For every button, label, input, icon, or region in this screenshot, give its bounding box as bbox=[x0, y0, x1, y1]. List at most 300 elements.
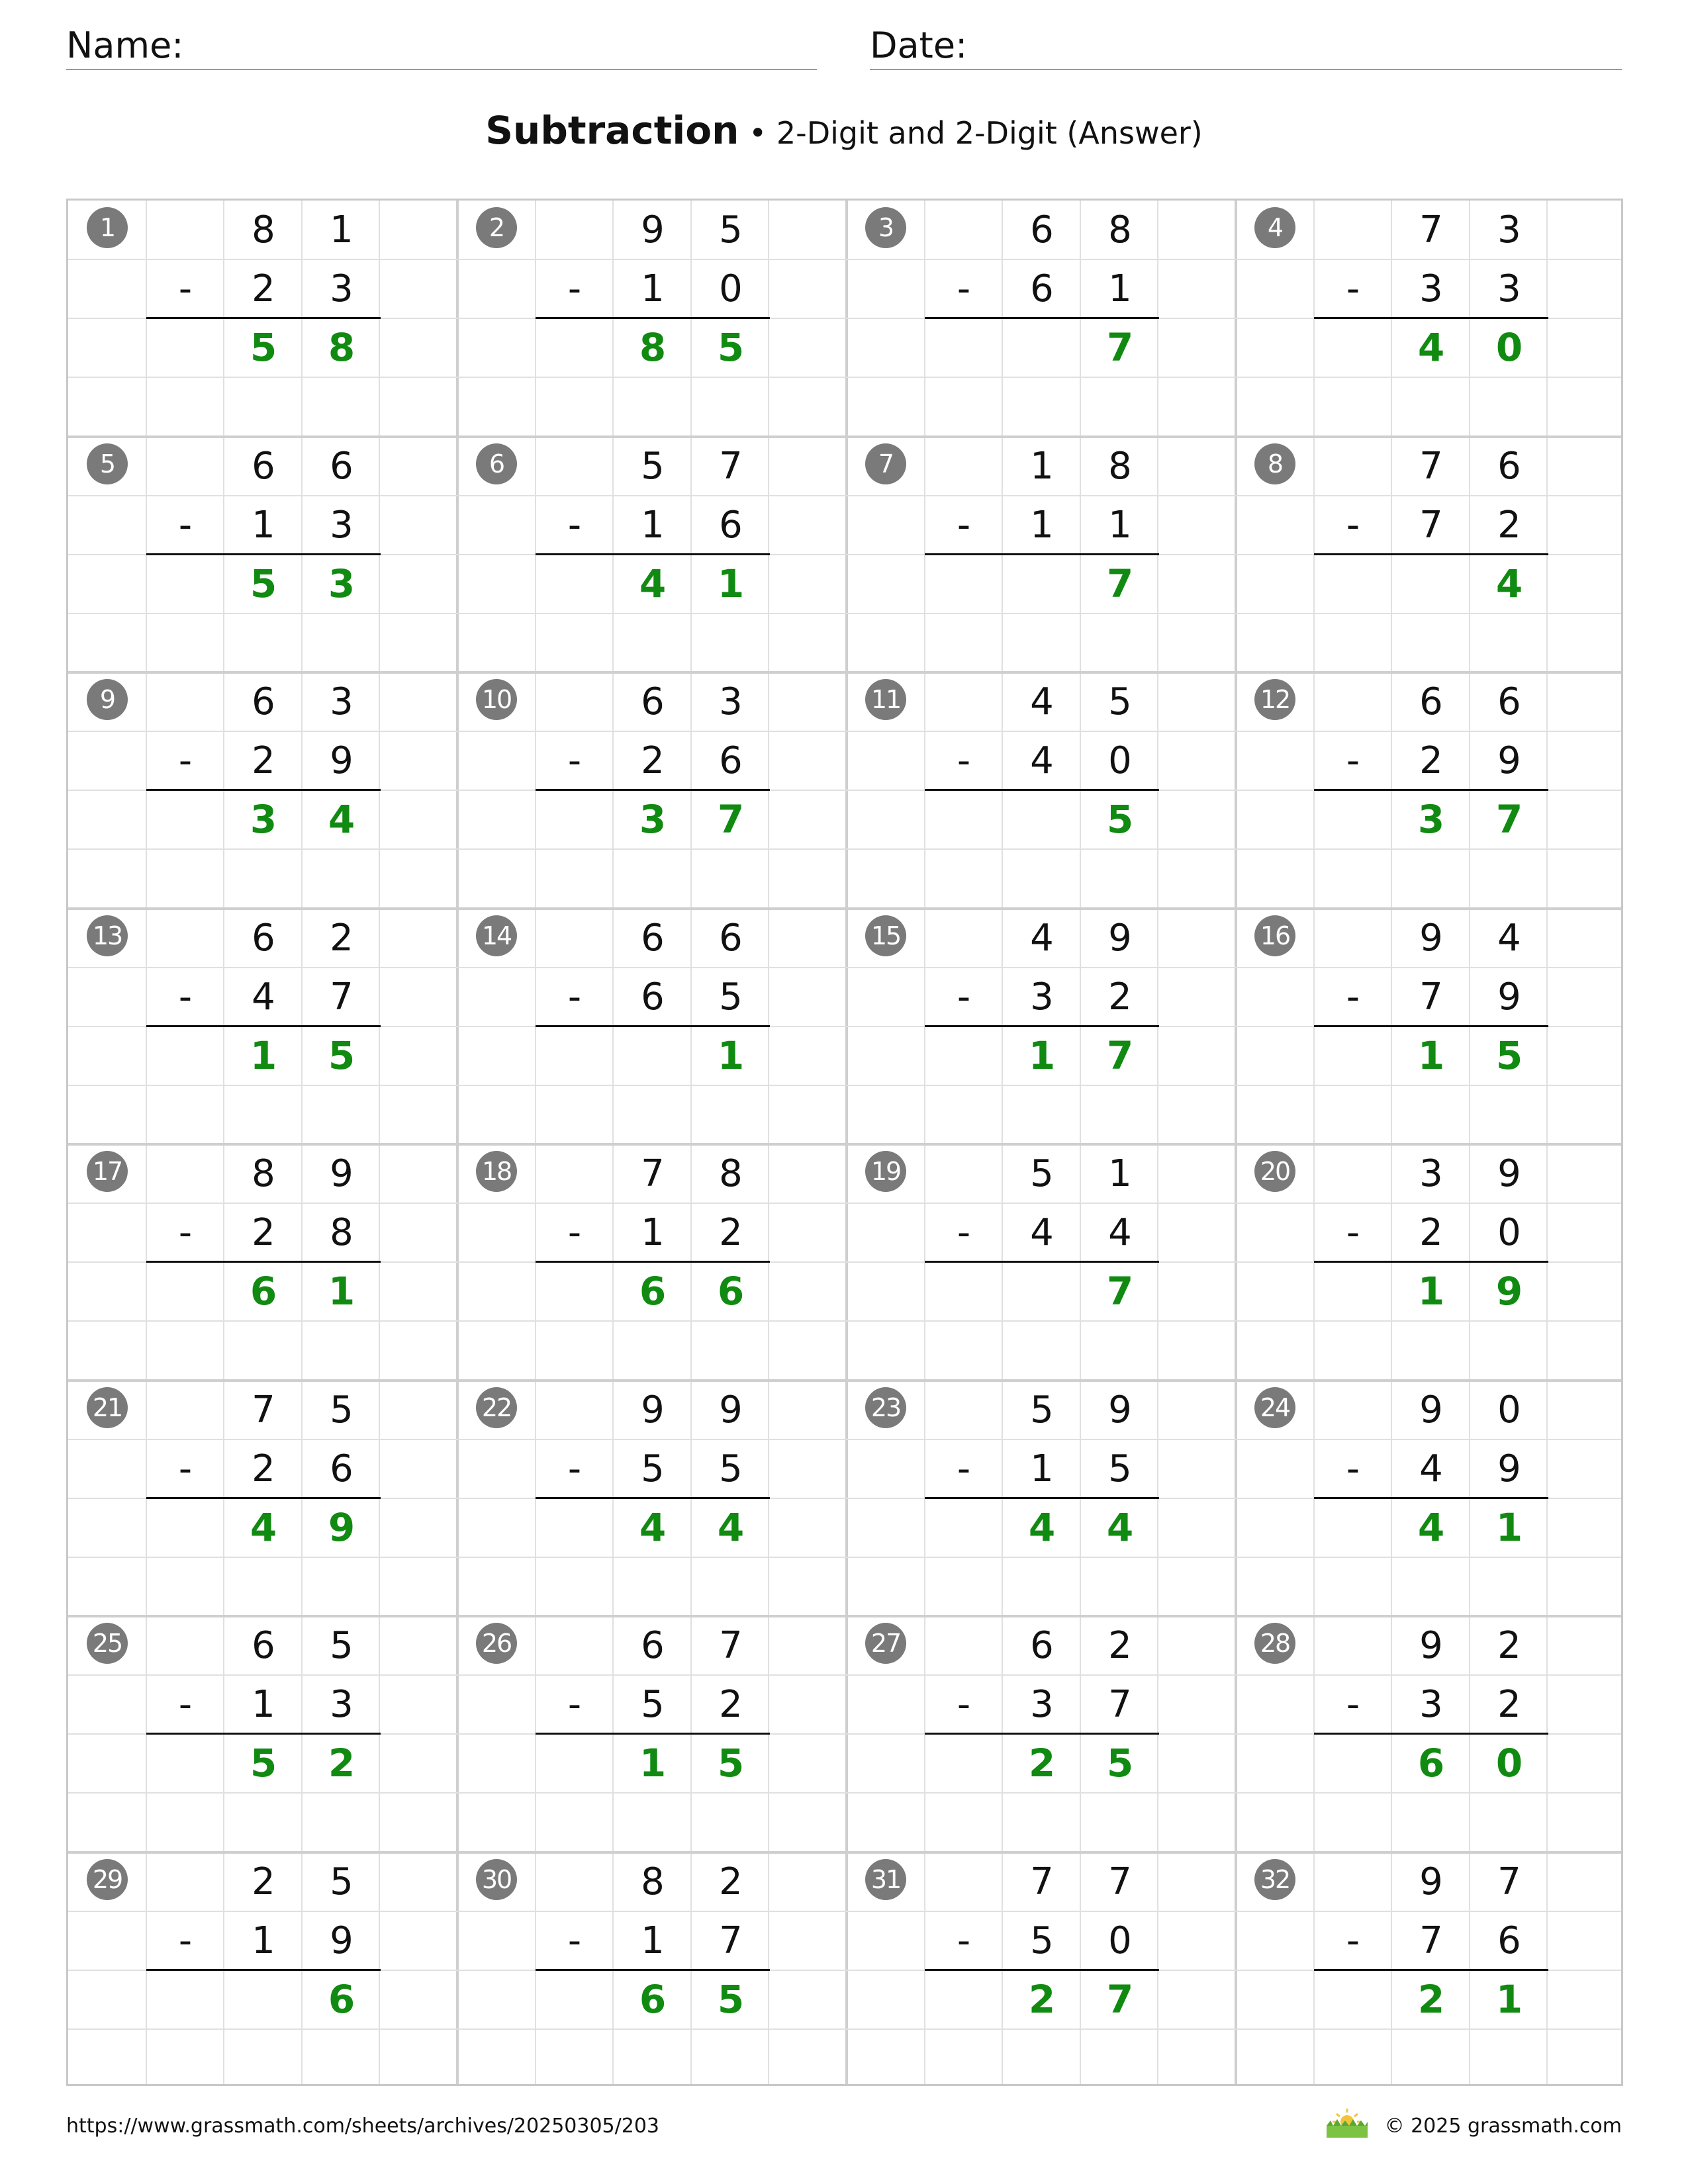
minus-sign: - bbox=[957, 1447, 971, 1490]
answer-ones: 9 bbox=[1495, 1269, 1523, 1314]
answer-ones: 7 bbox=[1106, 561, 1134, 606]
subtrahend-tens: 5 bbox=[641, 1683, 665, 1726]
subtrahend-ones: 2 bbox=[719, 1211, 743, 1254]
answer-tens bbox=[1392, 555, 1470, 614]
subtrahend-ones: 3 bbox=[330, 267, 353, 310]
subtrahend-tens: 1 bbox=[641, 1211, 665, 1254]
date-label: Date: bbox=[870, 24, 968, 66]
subtrahend-ones: 6 bbox=[719, 503, 743, 547]
problem-20 bbox=[1236, 1144, 1625, 1380]
answer-ones: 4 bbox=[1106, 1504, 1134, 1550]
answer-ones: 3 bbox=[328, 561, 355, 606]
subtrahend-tens: 1 bbox=[641, 503, 665, 547]
minuend-ones: 6 bbox=[1497, 680, 1521, 723]
answer-rule bbox=[146, 1497, 381, 1499]
answer-ones: 1 bbox=[1495, 1504, 1523, 1550]
minuend-ones: 0 bbox=[1497, 1388, 1521, 1432]
problem-number-badge: 8 bbox=[1254, 443, 1295, 484]
answer-tens: 5 bbox=[250, 561, 277, 606]
answer-tens: 1 bbox=[250, 1032, 277, 1078]
answer-rule bbox=[925, 1497, 1159, 1499]
subtrahend-ones: 5 bbox=[719, 975, 743, 1019]
subtrahend-ones: 3 bbox=[330, 1683, 353, 1726]
minus-sign: - bbox=[567, 975, 582, 1019]
subtrahend-tens: 7 bbox=[1419, 503, 1443, 547]
problem-number-badge: 18 bbox=[476, 1151, 517, 1192]
minus-sign: - bbox=[567, 1919, 582, 1962]
minus-sign: - bbox=[178, 1683, 193, 1726]
answer-rule bbox=[1314, 1497, 1548, 1499]
minuend-tens: 3 bbox=[1419, 1152, 1443, 1195]
problem-31 bbox=[847, 1852, 1236, 2088]
subtrahend-ones: 2 bbox=[1497, 503, 1521, 547]
answer-rule bbox=[925, 1025, 1159, 1027]
subtrahend-ones: 2 bbox=[719, 1683, 743, 1726]
minus-sign: - bbox=[567, 1683, 582, 1726]
answer-ones: 4 bbox=[328, 797, 355, 842]
subtrahend-tens: 2 bbox=[1419, 1211, 1443, 1254]
answer-tens bbox=[224, 1970, 303, 2029]
problem-number-badge: 30 bbox=[476, 1859, 517, 1900]
subtrahend-tens: 1 bbox=[252, 1919, 275, 1962]
answer-tens: 4 bbox=[1028, 1504, 1056, 1550]
problem-2 bbox=[457, 201, 847, 436]
minuend-tens: 5 bbox=[1030, 1388, 1054, 1432]
minuend-ones: 7 bbox=[1497, 1860, 1521, 1903]
answer-ones: 0 bbox=[1495, 325, 1523, 370]
answer-tens bbox=[614, 1026, 692, 1085]
problem-number-badge: 27 bbox=[865, 1623, 906, 1664]
minuend-ones: 2 bbox=[719, 1860, 743, 1903]
problem-19 bbox=[847, 1144, 1236, 1380]
answer-ones: 5 bbox=[1495, 1032, 1523, 1078]
subtrahend-ones: 0 bbox=[1108, 739, 1132, 782]
subtrahend-ones: 5 bbox=[719, 1447, 743, 1490]
minuend-ones: 6 bbox=[719, 916, 743, 960]
minuend-ones: 8 bbox=[1108, 208, 1132, 251]
minuend-ones: 2 bbox=[330, 916, 353, 960]
subtrahend-tens: 1 bbox=[1030, 503, 1054, 547]
problem-28 bbox=[1236, 1616, 1625, 1852]
subtrahend-ones: 2 bbox=[1108, 975, 1132, 1019]
problem-29 bbox=[68, 1852, 457, 2088]
minuend-ones: 8 bbox=[1108, 444, 1132, 488]
problem-number-badge: 9 bbox=[87, 679, 128, 720]
minuend-tens: 6 bbox=[252, 680, 275, 723]
answer-tens: 6 bbox=[639, 1976, 667, 2022]
subtrahend-tens: 4 bbox=[1030, 739, 1054, 782]
minuend-tens: 6 bbox=[252, 1624, 275, 1667]
answer-rule bbox=[925, 553, 1159, 555]
subtrahend-tens: 3 bbox=[1419, 1683, 1443, 1726]
problem-8 bbox=[1236, 437, 1625, 672]
answer-rule bbox=[1314, 1733, 1548, 1735]
minus-sign: - bbox=[567, 1211, 582, 1254]
answer-ones: 0 bbox=[1495, 1741, 1523, 1786]
minus-sign: - bbox=[178, 739, 193, 782]
minuend-ones: 3 bbox=[1497, 208, 1521, 251]
subtrahend-tens: 1 bbox=[1030, 1447, 1054, 1490]
subtrahend-ones: 0 bbox=[1108, 1919, 1132, 1962]
minuend-tens: 7 bbox=[252, 1388, 275, 1432]
problem-number-badge: 4 bbox=[1254, 207, 1295, 248]
answer-ones: 7 bbox=[1106, 1032, 1134, 1078]
answer-rule bbox=[925, 317, 1159, 319]
subtrahend-tens: 1 bbox=[252, 503, 275, 547]
problem-number-badge: 13 bbox=[87, 915, 128, 956]
subtrahend-ones: 7 bbox=[719, 1919, 743, 1962]
minuend-tens: 6 bbox=[252, 444, 275, 488]
answer-tens: 3 bbox=[1417, 797, 1445, 842]
problem-12 bbox=[1236, 672, 1625, 908]
subtrahend-ones: 4 bbox=[1108, 1211, 1132, 1254]
name-field[interactable] bbox=[66, 24, 817, 70]
problem-11 bbox=[847, 672, 1236, 908]
minuend-ones: 5 bbox=[1108, 680, 1132, 723]
answer-rule bbox=[146, 789, 381, 791]
problem-25 bbox=[68, 1616, 457, 1852]
minuend-ones: 5 bbox=[330, 1860, 353, 1903]
answer-ones: 8 bbox=[328, 325, 355, 370]
grass-sun-icon bbox=[1324, 2106, 1370, 2139]
answer-ones: 7 bbox=[1106, 1269, 1134, 1314]
answer-ones: 1 bbox=[717, 561, 745, 606]
answer-rule bbox=[1314, 553, 1548, 555]
problem-number-badge: 1 bbox=[87, 207, 128, 248]
problem-17 bbox=[68, 1144, 457, 1380]
answer-rule bbox=[925, 1261, 1159, 1263]
minus-sign: - bbox=[1346, 739, 1360, 782]
answer-ones: 7 bbox=[1495, 797, 1523, 842]
subtrahend-tens: 5 bbox=[641, 1447, 665, 1490]
answer-ones: 5 bbox=[717, 1976, 745, 2022]
minuend-tens: 7 bbox=[1419, 444, 1443, 488]
answer-rule bbox=[146, 553, 381, 555]
minuend-ones: 3 bbox=[719, 680, 743, 723]
worksheet-title bbox=[0, 105, 1688, 159]
minuend-ones: 3 bbox=[330, 680, 353, 723]
minus-sign: - bbox=[1346, 267, 1360, 310]
problem-number-badge: 29 bbox=[87, 1859, 128, 1900]
subtrahend-tens: 6 bbox=[641, 975, 665, 1019]
minus-sign: - bbox=[1346, 1683, 1360, 1726]
answer-tens: 6 bbox=[250, 1269, 277, 1314]
answer-ones: 7 bbox=[1106, 325, 1134, 370]
minus-sign: - bbox=[178, 975, 193, 1019]
minuend-tens: 9 bbox=[1419, 1388, 1443, 1432]
minuend-tens: 9 bbox=[641, 1388, 665, 1432]
footer-copyright: © 2025 grassmath.com bbox=[1384, 2115, 1622, 2138]
subtrahend-tens: 1 bbox=[641, 267, 665, 310]
problem-18 bbox=[457, 1144, 847, 1380]
problem-27 bbox=[847, 1616, 1236, 1852]
problem-5 bbox=[68, 437, 457, 672]
problem-number-badge: 26 bbox=[476, 1623, 517, 1664]
answer-tens: 4 bbox=[1417, 1504, 1445, 1550]
minuend-tens: 7 bbox=[1419, 208, 1443, 251]
problem-4 bbox=[1236, 201, 1625, 436]
problem-number-badge: 10 bbox=[476, 679, 517, 720]
problem-13 bbox=[68, 909, 457, 1144]
minuend-ones: 7 bbox=[719, 1624, 743, 1667]
problem-9 bbox=[68, 672, 457, 908]
problem-number-badge: 3 bbox=[865, 207, 906, 248]
answer-rule bbox=[536, 1497, 770, 1499]
answer-tens bbox=[1003, 318, 1081, 377]
problem-16 bbox=[1236, 909, 1625, 1144]
subtrahend-ones: 3 bbox=[1497, 267, 1521, 310]
problem-number-badge: 5 bbox=[87, 443, 128, 484]
minuend-tens: 6 bbox=[1419, 680, 1443, 723]
minuend-tens: 4 bbox=[1030, 916, 1054, 960]
problem-21 bbox=[68, 1381, 457, 1616]
problem-number-badge: 14 bbox=[476, 915, 517, 956]
answer-ones: 1 bbox=[717, 1032, 745, 1078]
answer-ones: 1 bbox=[1495, 1976, 1523, 2022]
problem-grid bbox=[66, 199, 1623, 2086]
problem-number-badge: 12 bbox=[1254, 679, 1295, 720]
answer-tens: 6 bbox=[639, 1269, 667, 1314]
problem-14 bbox=[457, 909, 847, 1144]
answer-ones: 7 bbox=[1106, 1976, 1134, 2022]
minuend-tens: 7 bbox=[641, 1152, 665, 1195]
answer-rule bbox=[146, 317, 381, 319]
subtrahend-ones: 0 bbox=[1497, 1211, 1521, 1254]
answer-ones: 6 bbox=[328, 1976, 355, 2022]
minuend-tens: 6 bbox=[252, 916, 275, 960]
answer-ones: 5 bbox=[328, 1032, 355, 1078]
minus-sign: - bbox=[957, 503, 971, 547]
problem-number-badge: 21 bbox=[87, 1387, 128, 1428]
answer-rule bbox=[1314, 789, 1548, 791]
subtrahend-tens: 7 bbox=[1419, 1919, 1443, 1962]
minus-sign: - bbox=[567, 1447, 582, 1490]
answer-tens: 3 bbox=[250, 797, 277, 842]
subtrahend-tens: 7 bbox=[1419, 975, 1443, 1019]
title-main: Subtraction bbox=[485, 108, 739, 153]
minus-sign: - bbox=[957, 267, 971, 310]
footer-url: https://www.grassmath.com/sheets/archives/20250305/203 bbox=[66, 2115, 660, 2138]
minuend-tens: 8 bbox=[252, 1152, 275, 1195]
answer-tens: 3 bbox=[639, 797, 667, 842]
minus-sign: - bbox=[1346, 975, 1360, 1019]
answer-rule bbox=[536, 1025, 770, 1027]
subtrahend-tens: 2 bbox=[252, 1211, 275, 1254]
answer-ones: 5 bbox=[1106, 1741, 1134, 1786]
answer-rule bbox=[146, 1025, 381, 1027]
answer-rule bbox=[925, 1969, 1159, 1971]
minus-sign: - bbox=[957, 1683, 971, 1726]
answer-ones: 9 bbox=[328, 1504, 355, 1550]
minuend-ones: 9 bbox=[719, 1388, 743, 1432]
subtrahend-tens: 3 bbox=[1419, 267, 1443, 310]
minuend-tens: 4 bbox=[1030, 680, 1054, 723]
minuend-ones: 6 bbox=[1497, 444, 1521, 488]
answer-rule bbox=[536, 1733, 770, 1735]
minus-sign: - bbox=[178, 267, 193, 310]
minuend-tens: 1 bbox=[1030, 444, 1054, 488]
answer-tens: 2 bbox=[1028, 1741, 1056, 1786]
minuend-ones: 5 bbox=[330, 1624, 353, 1667]
subtrahend-ones: 9 bbox=[1497, 975, 1521, 1019]
answer-ones: 2 bbox=[328, 1741, 355, 1786]
answer-ones: 5 bbox=[717, 325, 745, 370]
answer-rule bbox=[1314, 1025, 1548, 1027]
date-field[interactable] bbox=[870, 24, 1622, 70]
subtrahend-ones: 9 bbox=[330, 1919, 353, 1962]
problem-number-badge: 25 bbox=[87, 1623, 128, 1664]
answer-ones: 7 bbox=[717, 797, 745, 842]
minuend-ones: 7 bbox=[719, 444, 743, 488]
problem-24 bbox=[1236, 1381, 1625, 1616]
problem-number-badge: 17 bbox=[87, 1151, 128, 1192]
minuend-ones: 2 bbox=[1108, 1624, 1132, 1667]
problem-number-badge: 24 bbox=[1254, 1387, 1295, 1428]
answer-tens: 2 bbox=[1417, 1976, 1445, 2022]
subtrahend-ones: 7 bbox=[1108, 1683, 1132, 1726]
answer-tens: 4 bbox=[250, 1504, 277, 1550]
minuend-ones: 8 bbox=[719, 1152, 743, 1195]
subtrahend-tens: 1 bbox=[252, 1683, 275, 1726]
subtrahend-tens: 6 bbox=[1030, 267, 1054, 310]
minuend-tens: 6 bbox=[641, 680, 665, 723]
minus-sign: - bbox=[178, 1447, 193, 1490]
subtrahend-ones: 6 bbox=[719, 739, 743, 782]
problem-7 bbox=[847, 437, 1236, 672]
answer-rule bbox=[146, 1733, 381, 1735]
subtrahend-ones: 1 bbox=[1108, 267, 1132, 310]
answer-rule bbox=[1314, 1261, 1548, 1263]
answer-ones: 6 bbox=[717, 1269, 745, 1314]
problem-10 bbox=[457, 672, 847, 908]
subtrahend-tens: 2 bbox=[252, 739, 275, 782]
minuend-ones: 9 bbox=[1108, 1388, 1132, 1432]
answer-ones: 5 bbox=[1106, 797, 1134, 842]
answer-rule bbox=[536, 789, 770, 791]
problem-23 bbox=[847, 1381, 1236, 1616]
minuend-tens: 8 bbox=[252, 208, 275, 251]
subtrahend-tens: 1 bbox=[641, 1919, 665, 1962]
answer-tens: 4 bbox=[639, 561, 667, 606]
minus-sign: - bbox=[957, 1919, 971, 1962]
problem-number-badge: 22 bbox=[476, 1387, 517, 1428]
answer-rule bbox=[146, 1261, 381, 1263]
minus-sign: - bbox=[1346, 1447, 1360, 1490]
problem-3 bbox=[847, 201, 1236, 436]
answer-ones: 4 bbox=[717, 1504, 745, 1550]
subtrahend-tens: 2 bbox=[1419, 739, 1443, 782]
problem-number-badge: 11 bbox=[865, 679, 906, 720]
problem-number-badge: 32 bbox=[1254, 1859, 1295, 1900]
subtrahend-tens: 2 bbox=[252, 267, 275, 310]
minuend-tens: 8 bbox=[641, 1860, 665, 1903]
minus-sign: - bbox=[1346, 503, 1360, 547]
minus-sign: - bbox=[178, 503, 193, 547]
answer-rule bbox=[925, 789, 1159, 791]
answer-rule bbox=[536, 553, 770, 555]
answer-rule bbox=[1314, 317, 1548, 319]
minuend-tens: 2 bbox=[252, 1860, 275, 1903]
subtrahend-tens: 4 bbox=[1030, 1211, 1054, 1254]
problem-number-badge: 2 bbox=[476, 207, 517, 248]
answer-tens: 1 bbox=[1417, 1269, 1445, 1314]
answer-tens: 4 bbox=[639, 1504, 667, 1550]
problem-number-badge: 15 bbox=[865, 915, 906, 956]
subtrahend-ones: 0 bbox=[719, 267, 743, 310]
answer-tens: 4 bbox=[1417, 325, 1445, 370]
answer-tens: 2 bbox=[1028, 1976, 1056, 2022]
answer-tens: 1 bbox=[639, 1741, 667, 1786]
minuend-ones: 1 bbox=[330, 208, 353, 251]
subtrahend-tens: 5 bbox=[1030, 1919, 1054, 1962]
minuend-tens: 6 bbox=[1030, 1624, 1054, 1667]
minuend-tens: 9 bbox=[1419, 1860, 1443, 1903]
problem-26 bbox=[457, 1616, 847, 1852]
minuend-ones: 2 bbox=[1497, 1624, 1521, 1667]
subtrahend-ones: 9 bbox=[330, 739, 353, 782]
minus-sign: - bbox=[567, 267, 582, 310]
minuend-tens: 9 bbox=[1419, 1624, 1443, 1667]
minuend-ones: 9 bbox=[330, 1152, 353, 1195]
answer-rule bbox=[536, 1969, 770, 1971]
answer-rule bbox=[536, 1261, 770, 1263]
subtrahend-tens: 2 bbox=[641, 739, 665, 782]
subtrahend-tens: 2 bbox=[252, 1447, 275, 1490]
problem-22 bbox=[457, 1381, 847, 1616]
subtrahend-ones: 2 bbox=[1497, 1683, 1521, 1726]
answer-rule bbox=[146, 1969, 381, 1971]
subtrahend-ones: 9 bbox=[1497, 1447, 1521, 1490]
answer-ones: 5 bbox=[717, 1741, 745, 1786]
answer-tens: 1 bbox=[1028, 1032, 1056, 1078]
problem-30 bbox=[457, 1852, 847, 2088]
minuend-ones: 9 bbox=[1497, 1152, 1521, 1195]
subtrahend-ones: 6 bbox=[330, 1447, 353, 1490]
problem-number-badge: 20 bbox=[1254, 1151, 1295, 1192]
minus-sign: - bbox=[1346, 1919, 1360, 1962]
minuend-tens: 9 bbox=[1419, 916, 1443, 960]
minuend-tens: 6 bbox=[1030, 208, 1054, 251]
answer-ones: 1 bbox=[328, 1269, 355, 1314]
title-separator: • bbox=[749, 115, 767, 151]
answer-tens: 5 bbox=[250, 1741, 277, 1786]
problem-number-badge: 7 bbox=[865, 443, 906, 484]
problem-32 bbox=[1236, 1852, 1625, 2088]
problem-number-badge: 28 bbox=[1254, 1623, 1295, 1664]
subtrahend-ones: 7 bbox=[330, 975, 353, 1019]
minuend-ones: 6 bbox=[330, 444, 353, 488]
answer-tens: 8 bbox=[639, 325, 667, 370]
problem-number-badge: 16 bbox=[1254, 915, 1295, 956]
minuend-tens: 7 bbox=[1030, 1860, 1054, 1903]
title-subtitle: 2-Digit and 2-Digit (Answer) bbox=[776, 115, 1203, 151]
minus-sign: - bbox=[567, 503, 582, 547]
answer-tens: 5 bbox=[250, 325, 277, 370]
subtrahend-ones: 3 bbox=[330, 503, 353, 547]
problem-number-badge: 23 bbox=[865, 1387, 906, 1428]
answer-tens bbox=[1003, 555, 1081, 614]
answer-tens: 6 bbox=[1417, 1741, 1445, 1786]
minuend-tens: 9 bbox=[641, 208, 665, 251]
minus-sign: - bbox=[957, 739, 971, 782]
answer-tens bbox=[1003, 1262, 1081, 1321]
subtrahend-tens: 4 bbox=[1419, 1447, 1443, 1490]
problem-number-badge: 31 bbox=[865, 1859, 906, 1900]
answer-rule bbox=[1314, 1969, 1548, 1971]
minuend-ones: 5 bbox=[330, 1388, 353, 1432]
subtrahend-tens: 4 bbox=[252, 975, 275, 1019]
minuend-ones: 7 bbox=[1108, 1860, 1132, 1903]
